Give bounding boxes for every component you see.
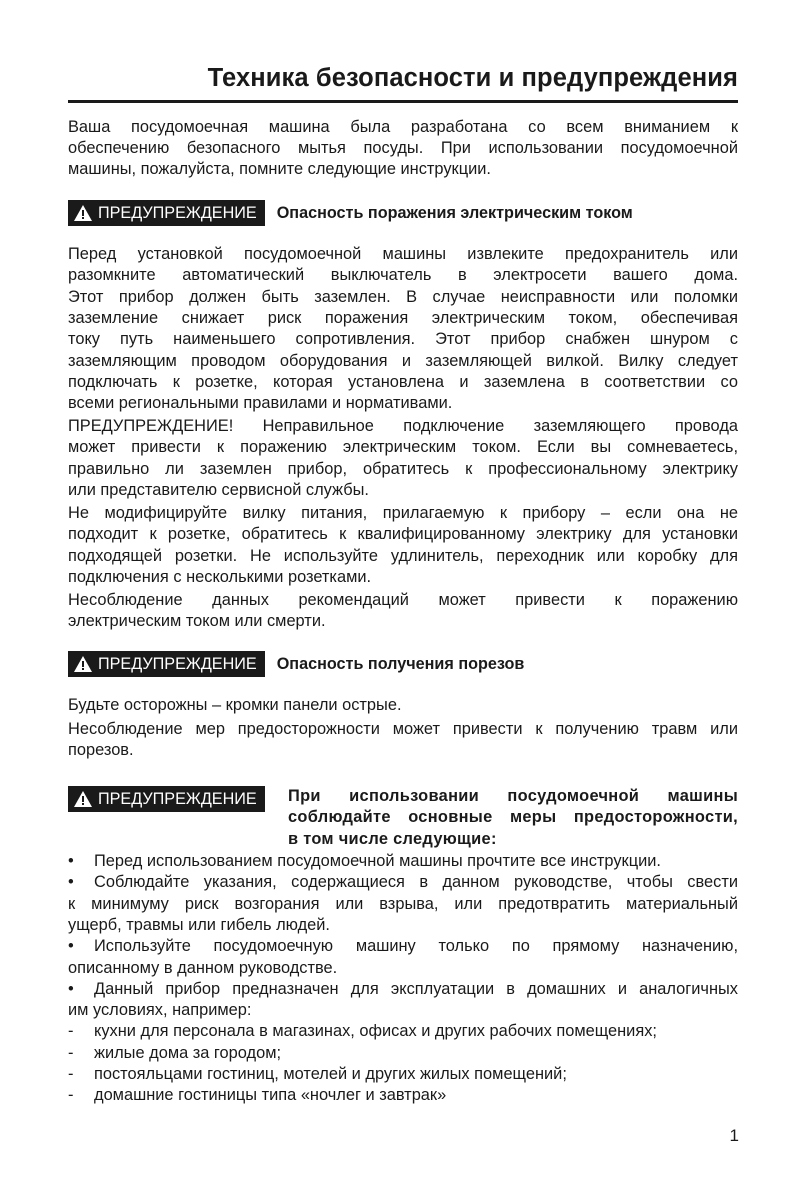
bullet-item-line (68, 851, 738, 872)
warning-badge (68, 200, 265, 226)
warning-title-line: в том числе следующие: (288, 829, 497, 848)
sec2-paragraph-2-line-2: порезов. (68, 741, 134, 759)
sec1-p1-line: разомкните автоматический выключатель в электросети вашего дома. (68, 266, 738, 285)
warning-triangle-icon (74, 205, 92, 221)
sec1-p2-line: или представителю сервисной службы. (68, 480, 369, 499)
dash-text: жилые дома за городом; (94, 1043, 282, 1062)
bullet-text: ущерб, травмы или гибель людей. (68, 915, 330, 934)
warning-title (288, 786, 738, 850)
bullet-item-line (68, 958, 738, 979)
dash-icon: - (68, 1086, 74, 1105)
warning-triangle-icon (74, 656, 92, 672)
warning-badge (68, 786, 265, 812)
bullet-icon: • (68, 979, 74, 998)
dash-item (68, 1064, 738, 1085)
sec1-p2-line: правильно ли заземлен прибор, обратитесь к профессиональному электрику (68, 459, 738, 478)
intro-line-2: обеспечению безопасного мытья посуды. При использовании посудомоечной (68, 139, 738, 157)
intro-line-3: машины, пожалуйста, помните следующие инструкции. (68, 160, 491, 178)
bullet-item-line (68, 936, 738, 957)
sec1-p2-line: ПРЕДУПРЕЖДЕНИЕ! Неправильное подключение заземляющего провода (68, 417, 738, 435)
warning-title-line: При использовании посудомоечной машины (288, 787, 738, 805)
dash-icon: - (68, 1022, 74, 1041)
dash-item (68, 1043, 738, 1064)
warning-label: ПРЕДУПРЕЖДЕНИЕ (98, 203, 257, 222)
sec1-p3-line: подключения с несколькими розетками. (68, 567, 372, 586)
warning-label: ПРЕДУПРЕЖДЕНИЕ (98, 654, 257, 673)
sec1-p1-line: Этот прибор должен быть заземлен. В случае неисправности или поломки (68, 287, 738, 306)
page-number: 1 (729, 1126, 739, 1145)
title-rule (68, 100, 738, 103)
bullet-icon: • (68, 852, 74, 870)
bullet-item-line (68, 894, 738, 915)
warning-cuts (68, 651, 524, 677)
bullet-text: Соблюдайте указания, содержащиеся в данном руководстве, чтобы свести (94, 873, 738, 892)
bullet-item-line (68, 915, 738, 936)
dash-item (68, 1085, 738, 1106)
intro-line-1: Ваша посудомоечная машина была разработана со всем вниманием к (68, 118, 738, 136)
sec1-p1-line: подключать к розетке, которая установлена и заземлена в соответствии со (68, 372, 738, 391)
sec1-p1-line: току путь наименьшего сопротивления. Этот прибор снабжен шнуром с (68, 330, 738, 349)
warning-triangle-icon (74, 791, 92, 807)
bullet-icon: • (68, 873, 74, 892)
warning-electric (68, 200, 633, 226)
sec2-paragraph-2-line-1: Несоблюдение мер предосторожности может привести к получению травм или (68, 720, 738, 738)
sec1-p1-line: всеми региональными правилами и нормативами. (68, 394, 453, 413)
bullet-text: Используйте посудомоечную машину только по прямому назначению, (94, 937, 738, 956)
bullet-text: Данный прибор предназначен для эксплуатации в домашних и аналогичных (94, 979, 738, 998)
bullet-icon: • (68, 937, 74, 956)
sec1-p3-line: подходит к розетке, обратитесь к квалифицированному электрику для установки (68, 525, 738, 544)
bullet-text: Перед использованием посудомоечной машины прочтите все инструкции. (94, 852, 661, 870)
dash-icon: - (68, 1065, 74, 1083)
warning-label: ПРЕДУПРЕЖДЕНИЕ (98, 789, 257, 808)
bullet-item-line (68, 979, 738, 1000)
warning-title-line: соблюдайте основные меры предосторожности, (288, 808, 738, 827)
dash-item (68, 1021, 738, 1042)
dash-text: кухни для персонала в магазинах, офисах и других рабочих помещениях; (94, 1022, 657, 1041)
sec1-p3-line: Не модифицируйте вилку питания, прилагаемую к прибору – если она не (68, 504, 738, 522)
bullet-text: к минимуму риск возгорания или взрыва, или предотвратить материальный (68, 894, 738, 913)
sec1-p3-line: подходящей розетки. Не используйте удлинитель, переходник или коробку для (68, 546, 738, 565)
warning-title: Опасность получения порезов (276, 654, 525, 673)
bullet-text: им условиях, например: (68, 1001, 252, 1020)
sec1-p1-line: заземление снижает риск поражения электрическим током, обеспечивая (68, 308, 738, 327)
dash-text: домашние гостиницы типа «ночлег и завтрак» (94, 1086, 447, 1105)
sec1-p4-line: Несоблюдение данных рекомендаций может привести к поражению (68, 591, 738, 609)
bullet-item-line (68, 872, 738, 893)
bullet-item-line (68, 1000, 738, 1021)
dash-text: постояльцами гостиниц, мотелей и других жилых помещений; (94, 1065, 567, 1083)
page-title: Техника безопасности и предупреждения (207, 64, 738, 92)
warning-title: Опасность поражения электрическим током (276, 203, 633, 222)
sec1-p1-line: заземляющим проводом оборудования и заземляющей вилкой. Вилку следует (68, 351, 738, 370)
dash-icon: - (68, 1043, 74, 1062)
bullet-text: описанному в данном руководстве. (68, 958, 338, 977)
sec2-paragraph-1: Будьте осторожны – кромки панели острые. (68, 696, 402, 714)
sec1-p4-line: электрическим током или смерти. (68, 612, 326, 631)
sec1-p1-line: Перед установкой посудомоечной машины извлеките предохранитель или (68, 245, 738, 263)
sec1-p2-line: может привести к поражению электрическим током. Если вы сомневаетесь, (68, 438, 738, 457)
warning-badge (68, 651, 265, 677)
warning-precautions (68, 786, 265, 812)
